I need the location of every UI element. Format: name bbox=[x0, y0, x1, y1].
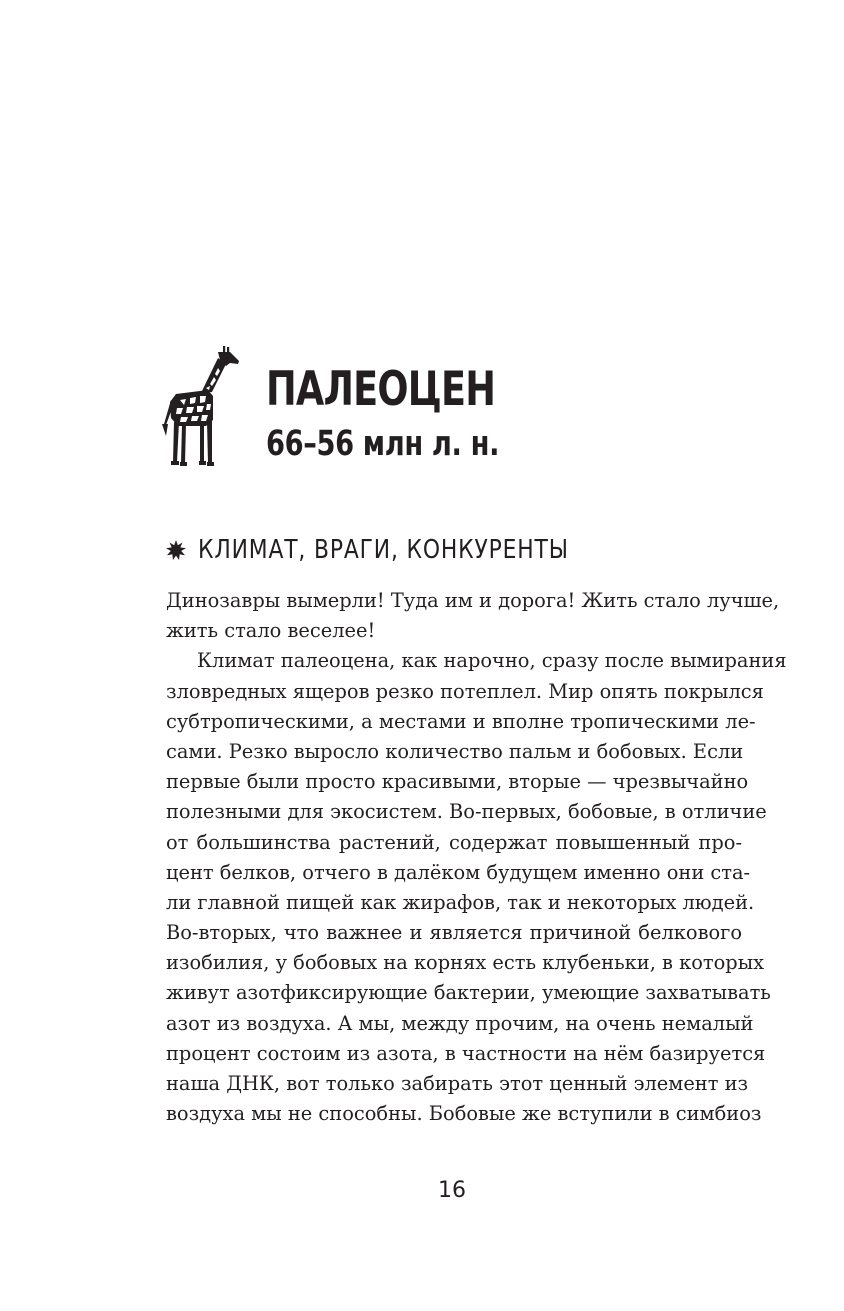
text-line: зловредных ящеров резко потеплел. Мир опять покрылся bbox=[166, 679, 764, 703]
text-line: Во-вторых, что важнее и является причиной белкового bbox=[166, 921, 742, 945]
text-line: процент состоим из азота, в частности на нём базируется bbox=[166, 1041, 766, 1065]
paragraph-1 bbox=[166, 586, 780, 646]
chapter-subtitle: 66–56 млн л. н. bbox=[266, 424, 500, 464]
chapter-title: ПАЛЕОЦЕН bbox=[266, 362, 496, 417]
giraffe-icon bbox=[160, 344, 242, 468]
body-text bbox=[166, 586, 787, 1129]
text-line: сами. Резко выросло количество пальм и бобовых. Если bbox=[166, 739, 744, 763]
text-line: первые были просто красивыми, вторые — чрезвычайно bbox=[166, 770, 749, 794]
text-line: субтропическими, а местами и вполне тропическими ле- bbox=[166, 709, 756, 733]
text-line: цент белков, отчего в далёком будущем именно они ста- bbox=[166, 860, 751, 884]
burst-icon bbox=[166, 540, 186, 560]
text-line: жить стало веселее! bbox=[166, 619, 376, 643]
text-line: наша ДНК, вот только забирать этот ценный элемент из bbox=[166, 1072, 749, 1095]
chapter-heading bbox=[160, 344, 720, 474]
text-line: живут азотфиксирующие бактерии, умеющие захватывать bbox=[166, 981, 771, 1005]
text-line: Климат палеоцена, как нарочно, сразу после вымирания bbox=[197, 649, 787, 673]
text-line: от большинства растений, содержат повышенный про- bbox=[166, 830, 742, 854]
text-line: изобилия, у бобовых на корнях есть клубеньки, в которых bbox=[166, 951, 765, 975]
paragraph-2 bbox=[166, 646, 787, 1129]
text-line: полезными для экосистем. Во-первых, бобовые, в отличие bbox=[166, 800, 767, 824]
text-line: воздуха мы не способны. Бобовые же вступили в симбиоз bbox=[166, 1102, 762, 1126]
section-heading bbox=[166, 530, 746, 570]
text-line: Динозавры вымерли! Туда им и дорога! Жить стало лучше, bbox=[166, 589, 780, 612]
text-line: ли главной пищей как жирафов, так и некоторых людей. bbox=[166, 890, 755, 914]
page-number: 16 bbox=[438, 1178, 466, 1203]
text-line: азот из воздуха. А мы, между прочим, на очень немалый bbox=[166, 1011, 754, 1035]
section-title: КЛИМАТ, ВРАГИ, КОНКУРЕНТЫ bbox=[198, 535, 569, 565]
